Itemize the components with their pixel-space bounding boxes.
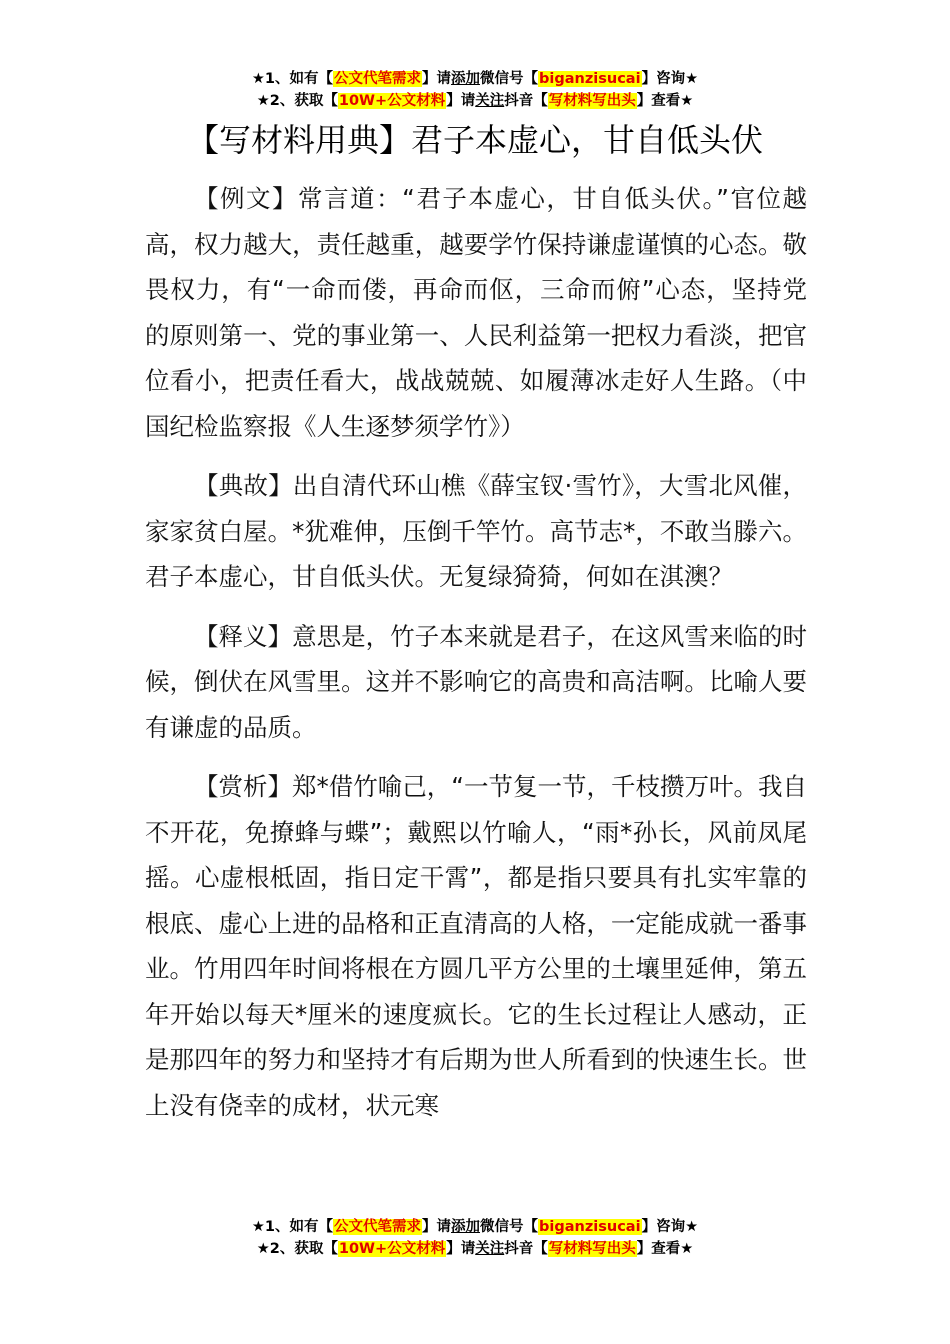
wechat-id-highlight: biganzisucai [539, 71, 641, 87]
banner-highlight: 10W+公文材料 [338, 93, 446, 109]
paragraph-example: 【例文】常言道：“君子本虚心，甘自低头伏。”官位越高，权力越大，责任越重，越要学竹保持谦虚谨慎的心态。敬畏权力，有“一命而偻，再命而伛，三命而俯”心态，坚持党的原则第一、党的事业第一、人民利益第一把权力看淡，把官位看小，把责任看大，战战兢兢、如履薄冰走好人生路。（中国纪检监察报《人生逐梦须学竹》） [145, 184, 807, 441]
douyin-id-highlight: 写材料写出头 [548, 93, 636, 109]
banner-text: ★1、如有【 [251, 1219, 334, 1235]
paragraph-allusion: 【典故】出自清代环山樵《薛宝钗·雪竹》，大雪北风催，家家贫白屋。*犹难伸，压倒千竿竹。高节志*，不敢当滕六。君子本虚心，甘自低头伏。无复绿猗猗，何如在淇澳？ [145, 471, 807, 591]
banner-text: 】查看★ [636, 1241, 694, 1257]
banner-text: 】请 [422, 71, 452, 87]
banner-text: 】请 [422, 1219, 452, 1235]
footer-banner [0, 1216, 950, 1260]
banner-underlined-text: 添加 [451, 1219, 481, 1235]
banner-highlight: 公文代笔需求 [334, 1219, 422, 1235]
banner-line-2 [0, 90, 950, 112]
header-banner [0, 68, 950, 112]
douyin-id-highlight: 写材料写出头 [548, 1241, 636, 1257]
banner-text: 】请 [446, 93, 476, 109]
banner-text: 抖音【 [504, 1241, 548, 1257]
paragraph-meaning: 【释义】意思是，竹子本来就是君子，在这风雪来临的时候，倒伏在风雪里。这并不影响它的高贵和高洁啊。比喻人要有谦虚的品质。 [145, 621, 807, 742]
banner-highlight: 10W+公文材料 [338, 1241, 446, 1257]
banner-text: 微信号【 [480, 71, 539, 87]
banner-underlined-text: 关注 [475, 93, 505, 109]
banner-text: 】咨询★ [641, 71, 699, 87]
banner-text: ★1、如有【 [251, 71, 334, 87]
banner-line-1 [0, 1216, 950, 1238]
banner-text: 微信号【 [480, 1219, 539, 1235]
banner-line-2 [0, 1238, 950, 1260]
banner-text: 抖音【 [504, 93, 548, 109]
banner-text: 】咨询★ [641, 1219, 699, 1235]
banner-underlined-text: 关注 [475, 1241, 505, 1257]
wechat-id-highlight: biganzisucai [539, 1219, 641, 1235]
banner-text: 】查看★ [636, 93, 694, 109]
banner-underlined-text: 添加 [451, 71, 481, 87]
banner-text: 】请 [446, 1241, 476, 1257]
banner-line-1 [0, 68, 950, 90]
banner-highlight: 公文代笔需求 [334, 71, 422, 87]
document-title: 【写材料用典】君子本虚心，甘自低头伏 [186, 121, 763, 159]
document-body [145, 176, 807, 1142]
paragraph-appreciation: 【赏析】郑*借竹喻己，“一节复一节，千枝攒万叶。我自不开花，免撩蜂与蝶”；戴熙以竹喻人，“雨*孙长，风前凤尾摇。心虚根柢固，指日定干霄”，都是指只要具有扎实牢靠的根底、虚心上进的品格和正直清高的人格，一定能成就一番事业。竹用四年时间将根在方圆几平方公里的土壤里延伸，第五年开始以每天*厘米的速度疯长。它的生长过程让人感动，正是那四年的努力和坚持才有后期为世人所看到的快速生长。世上没有侥幸的成材，状元寒 [145, 772, 807, 1120]
banner-text: ★2、获取【 [256, 93, 338, 109]
banner-text: ★2、获取【 [256, 1241, 338, 1257]
